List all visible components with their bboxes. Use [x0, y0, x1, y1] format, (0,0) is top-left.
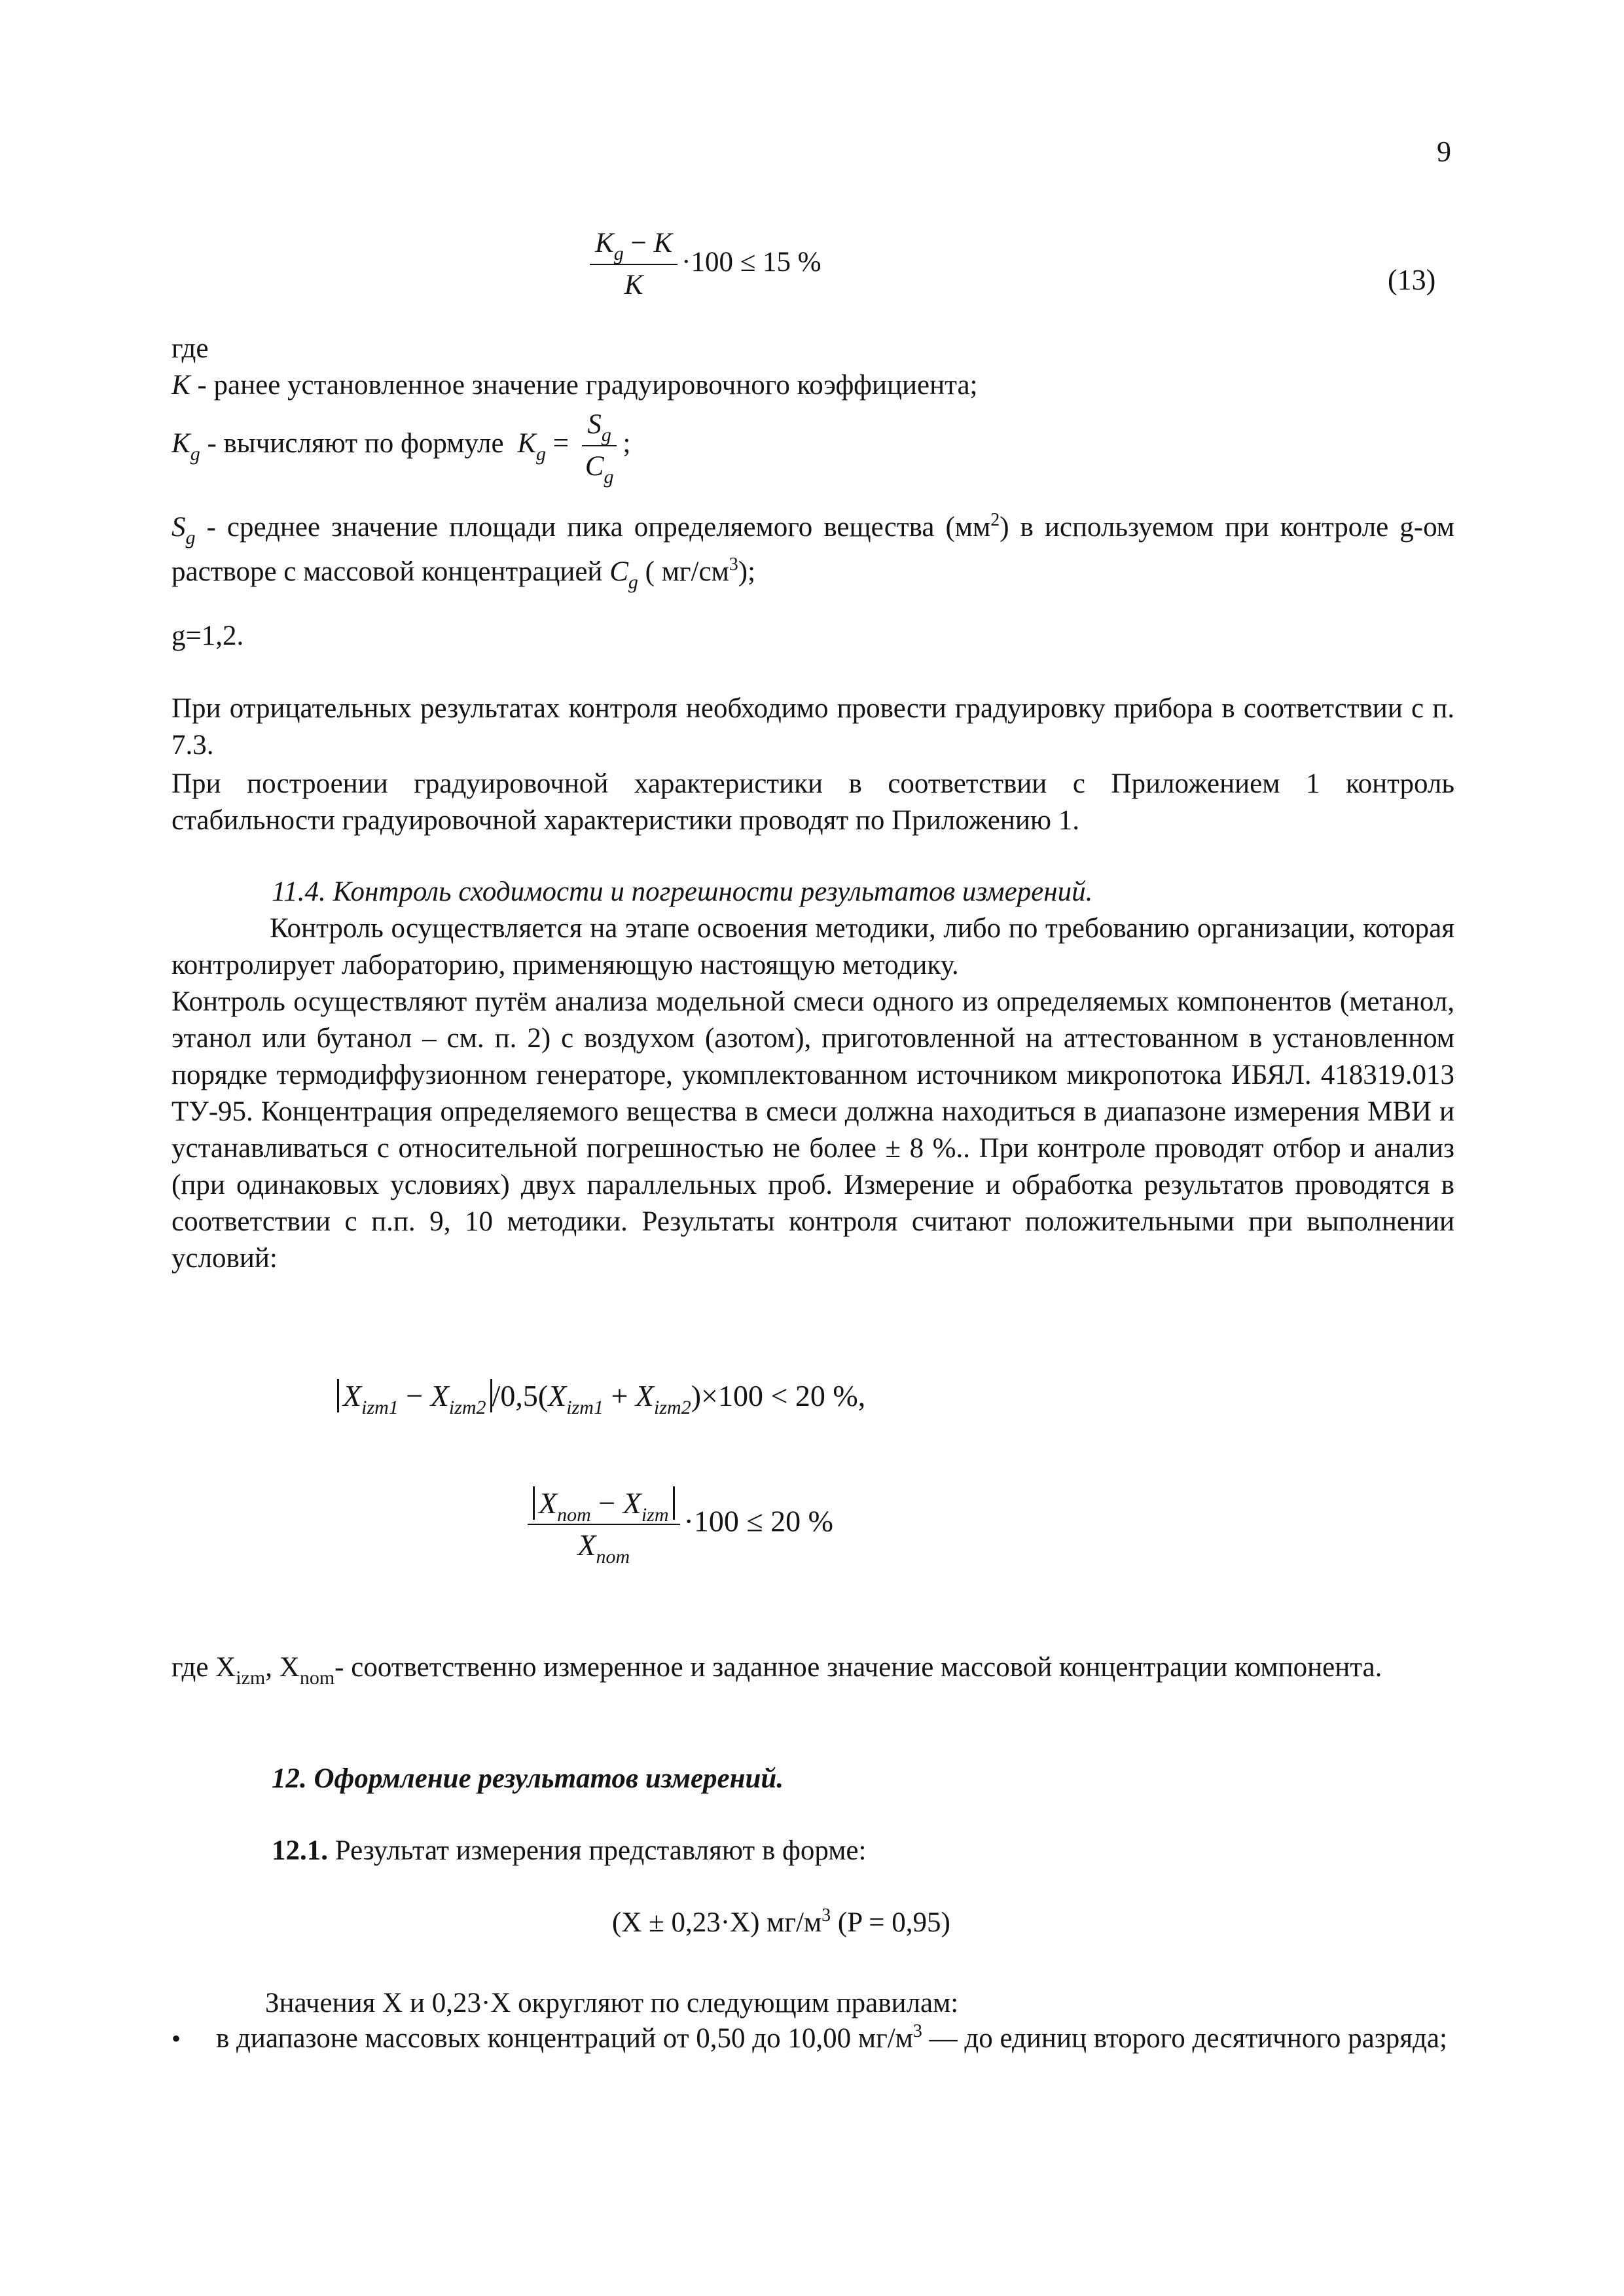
bullet-marker: • [171, 2024, 181, 2053]
section-12-title: 12. Оформление результатов измерений. [272, 1763, 784, 1794]
condition-1: $X_{izm1} - X_{izm2}$ $/0,5(X_{izm1} + X_{izm2})\times 100 < 20$ %, [337, 1378, 865, 1414]
eq13-denominator: K [624, 270, 643, 300]
cond2-fraction: $\frac{X_{nom} - X_{izm}}{X_{nom}}$ [528, 1486, 680, 1563]
definition-sg: $S_g$ - среднее значение площади пика определяемого вещества $(мм^2)$ в используемом при контроле g-ом растворе с массовой концентрацией $C_g$ ( $мг/см^3$); [171, 510, 1455, 593]
paragraph-negative-results: При отрицательных результатах контроля необходимо провести градуировку прибора в соответствии с п. 7.3. [171, 693, 1454, 761]
definition-kg: $K_g$ - вычисляют по формуле $K_g$ = $\frac{S_g}{C_g}$ ; [171, 407, 630, 484]
paragraph-control-2: Контроль осуществляют путём анализа модельной смеси одного из определяемых компонентов (метанол, этанол или бутанол – см. п. 2) с воздухом (азотом), приготовленной на аттестованном в установленном порядке термодиффузионном генераторе, укомплектованном источником микропотока ИБЯЛ. 418319.013 ТУ-95. Концентрация определяемого вещества в смеси должна находиться в диапазоне измерения МВИ и устанавливаться с относительной погрешностью не более ± 8 %.. При контроле проводят отбор и анализ (при одинаковых условиях) двух параллельных проб. Измерение и обработка результатов проводятся в соответствии с п.п. 9, 10 методики. Результаты контроля считают положительными при выполнении условий: [171, 986, 1454, 1274]
eq13-numerator: $K_g - K$ [590, 226, 677, 265]
rounding-intro: Значения X и 0,23·X округляют по следующим правилам: [265, 1988, 959, 2018]
eq13-tail: ·100 ≤ 15 % [681, 246, 821, 278]
bullet-item-1: в диапазоне массовых концентраций от 0,50 до 10,00 $мг/м^3$ — до единиц второго десятичного разряда; [216, 2021, 1447, 2054]
paragraph-control-1: Контроль осуществляется на этапе освоения методики, либо по требованию организации, которая контролирует лабораторию, применяющую настоящую методику. [171, 913, 1454, 980]
kg-fraction: $\frac{S_g}{C_g}$ [580, 407, 619, 484]
where-label: где [171, 333, 209, 364]
section-11-4-title: 11.4. Контроль сходимости и погрешности результатов измерений. [272, 876, 1093, 907]
paragraph-appendix: При построении градуировочной характеристики в соответствии с Приложением 1 контроль стабильности градуировочной характеристики проводят по Приложению 1. [171, 768, 1454, 836]
page-number: 9 [1437, 135, 1451, 168]
equation-13 [586, 226, 821, 303]
result-form: (X ± 0,23·X) $мг/м^3$ (P = 0,95) [612, 1905, 950, 1938]
condition-2: $\frac{X_{nom} - X_{izm}}{X_{nom}}$ ·100 ≤ 20 % [524, 1486, 833, 1563]
abs-value-1: $X_{izm1} - X_{izm2}$ [337, 1379, 492, 1412]
equation-number: (13) [1388, 264, 1436, 296]
where-note: где $X_{izm}$, $X_{nom}-$ соответственно измеренное и заданное значение массовой концентрации компонента. [171, 1652, 1382, 1689]
paragraph-12-1: 12.1. Результат измерения представляют в форме: [272, 1835, 867, 1866]
g-values: g=1,2. [171, 620, 244, 651]
definition-k: K - ранее установленное значение градуировочного коэффициента; [171, 370, 978, 401]
eq13-fraction [590, 226, 677, 303]
